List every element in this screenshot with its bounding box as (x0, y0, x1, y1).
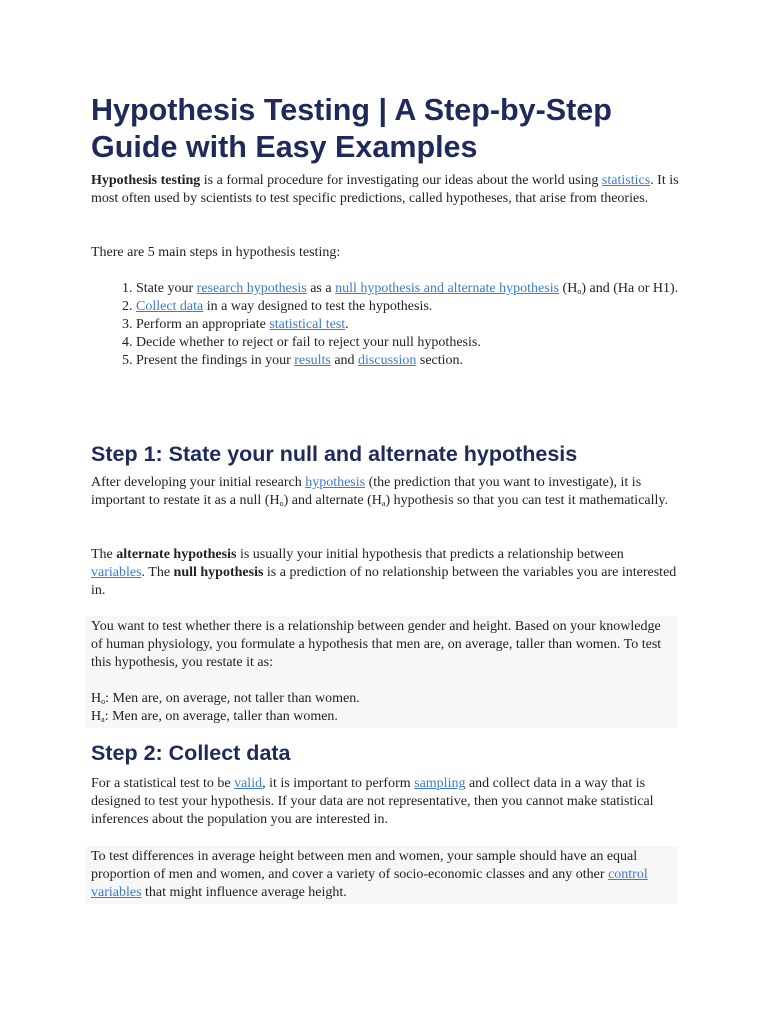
list-item: 3. Perform an appropriate statistical test. (136, 316, 716, 334)
statistical-test-link[interactable]: statistical test (269, 317, 346, 332)
collect-data-link[interactable]: Collect data (136, 299, 204, 314)
null-hypothesis-line: $H_o$: Men are, on average, not taller than women. (91, 691, 360, 706)
discussion-link[interactable]: discussion (358, 353, 417, 368)
step1-paragraph-1: After developing your initial research hypothesis (the prediction that you want to investigate), it is important to restate it as a null $(H_o)$ and alternate $(H_a)$ hypothesis so that you can test it mathematically. (91, 475, 668, 508)
page-title: Hypothesis Testing | A Step-by-Step Guide with Easy Examples (91, 93, 612, 164)
step1-paragraph-2: The alternate hypothesis is usually your initial hypothesis that predicts a relationship between variables. The null hypothesis is a prediction of no relationship between the variables you are interested in. (91, 547, 677, 598)
example-text: To test differences in average height between men and women, your sample should have an equal proportion of men and women, and cover a variety of socio-economic classes and any other control variables that might influence average height. (91, 849, 648, 900)
steps-intro: There are 5 main steps in hypothesis testing: (91, 245, 341, 260)
step2-heading: Step 2: Collect data (91, 741, 291, 765)
example-box-step1 (86, 616, 678, 728)
list-item: 1. State your research hypothesis as a null hypothesis and alternate hypothesis $(H_o)$ and (Ha or H1). (136, 280, 716, 298)
step2-paragraph: For a statistical test to be valid, it is important to perform sampling and collect data in a way that is designed to test your hypothesis. If your data are not representative, then you cannot make statistical inferences about the population you are interested in. (91, 776, 654, 827)
alternate-hypothesis-line: $H_a$: Men are, on average, taller than women. (91, 709, 338, 724)
results-link[interactable]: results (294, 353, 331, 368)
intro-bold-term: Hypothesis testing (91, 173, 201, 188)
step1-heading: Step 1: State your null and alternate hypothesis (91, 442, 578, 466)
intro-paragraph: Hypothesis testing is a formal procedure for investigating our ideas about the world using statistics. It is most often used by scientists to test specific predictions, called hypotheses, that arise from theories. (91, 173, 679, 206)
sampling-link[interactable]: sampling (414, 776, 466, 791)
example-text: You want to test whether there is a relationship between gender and height. Based on your knowledge of human physiology, you formulate a hypothesis that men are, on average, taller than women. To test this hypothesis, you restate it as: (91, 619, 662, 670)
control-variables-link[interactable]: control variables (91, 867, 648, 900)
steps-list (91, 280, 716, 370)
example-box-step2 (86, 846, 678, 904)
null-alternate-hypothesis-link[interactable]: null hypothesis and alternate hypothesis (335, 281, 560, 296)
research-hypothesis-link[interactable]: research hypothesis (196, 281, 307, 296)
list-item: 5. Present the findings in your results and discussion section. (136, 352, 716, 370)
list-item: 2. Collect data in a way designed to test the hypothesis. (136, 298, 716, 316)
variables-link[interactable]: variables (91, 565, 142, 580)
valid-link[interactable]: valid (234, 776, 263, 791)
hypothesis-link[interactable]: hypothesis (305, 475, 366, 490)
list-item: 4. Decide whether to reject or fail to reject your null hypothesis. (136, 334, 716, 352)
statistics-link[interactable]: statistics (601, 173, 651, 188)
